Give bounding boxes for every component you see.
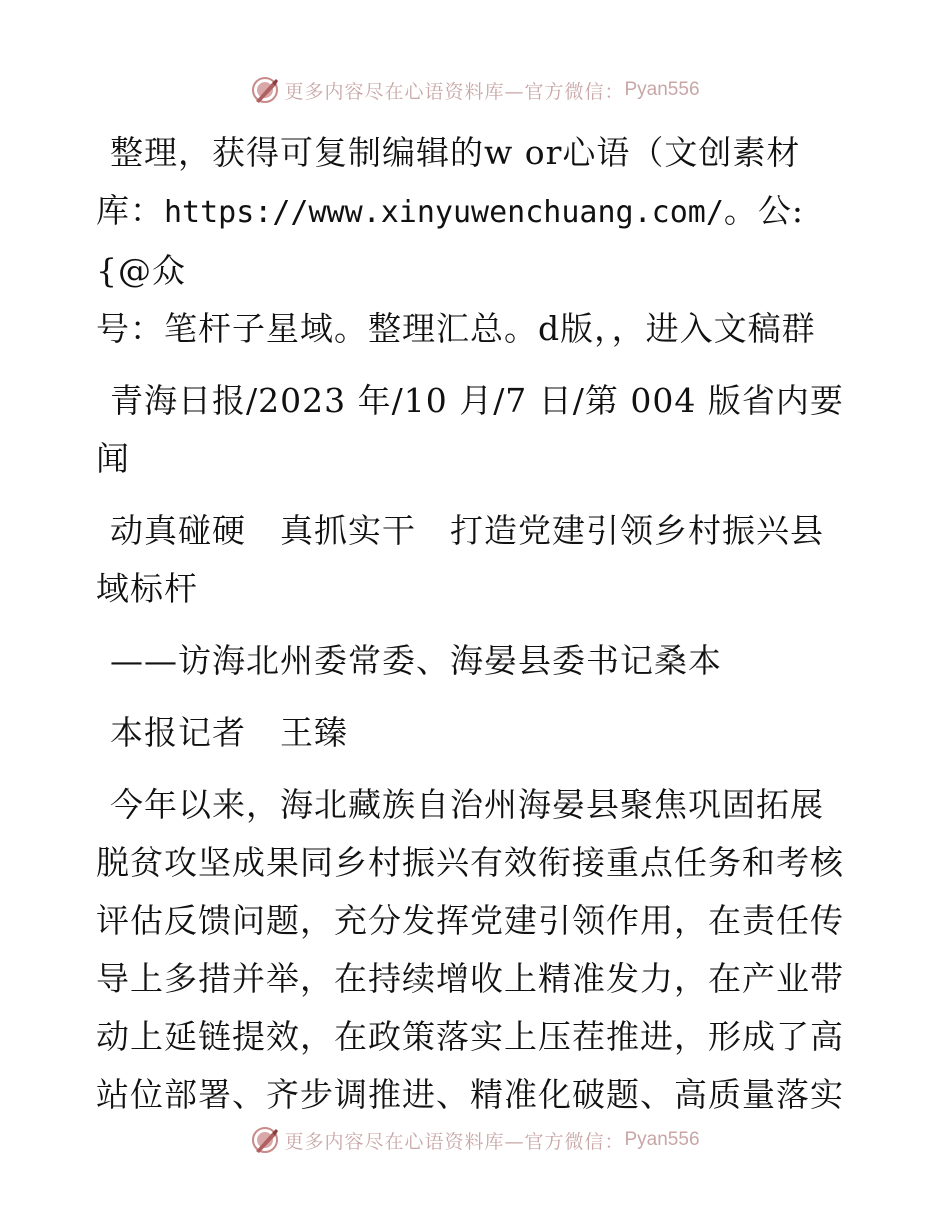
source-line: 青海日报/2023 年/10 月/7 日/第 004 版省内要闻 bbox=[96, 381, 844, 478]
intro-line-3: 号：笔杆子星域。整理汇总。d版，，进入文稿群 bbox=[96, 309, 816, 348]
pen-logo-icon bbox=[250, 75, 280, 105]
intro-line-2-prefix: 库： bbox=[96, 191, 164, 230]
intro-line-1: 整理，获得可复制编辑的w or心语（文创素材 bbox=[110, 133, 801, 172]
intro-line-2-suffix: 。公:{@众 bbox=[96, 191, 805, 290]
body-paragraph: 今年以来，海北藏族自治州海晏县聚焦巩固拓展脱贫攻坚成果同乡村振兴有效衔接重点任务和考核评估反馈问题，充分发挥党建引领作用，在责任传导上多措并举，在持续增收上精准发力，在产业带动上延链提效，在政策落实上压茬推进，形成了高站位部署、齐步调推进、精准化破题、高质量落实 bbox=[96, 785, 844, 1114]
intro-notice bbox=[96, 124, 856, 358]
footer-banner-text: 更多内容尽在心语资料库—官方微信： bbox=[284, 1130, 625, 1153]
subheadline: ——访海北州委常委、海晏县委书记桑本 bbox=[110, 641, 722, 680]
header-banner bbox=[0, 70, 950, 110]
footer-wechat-id: Pyan556 bbox=[624, 1129, 700, 1150]
headline: 动真碰硬 真抓实干 打造党建引领乡村振兴县域标杆 bbox=[96, 511, 824, 608]
document-body bbox=[96, 124, 856, 1124]
header-wechat-id: Pyan556 bbox=[624, 79, 700, 100]
header-banner-text: 更多内容尽在心语资料库—官方微信： bbox=[284, 80, 625, 103]
pen-logo-icon bbox=[250, 1125, 280, 1155]
footer-banner bbox=[0, 1120, 950, 1160]
byline: 本报记者 王臻 bbox=[110, 713, 348, 752]
intro-url: https://www.xinyuwenchuang.com/ bbox=[164, 195, 724, 230]
